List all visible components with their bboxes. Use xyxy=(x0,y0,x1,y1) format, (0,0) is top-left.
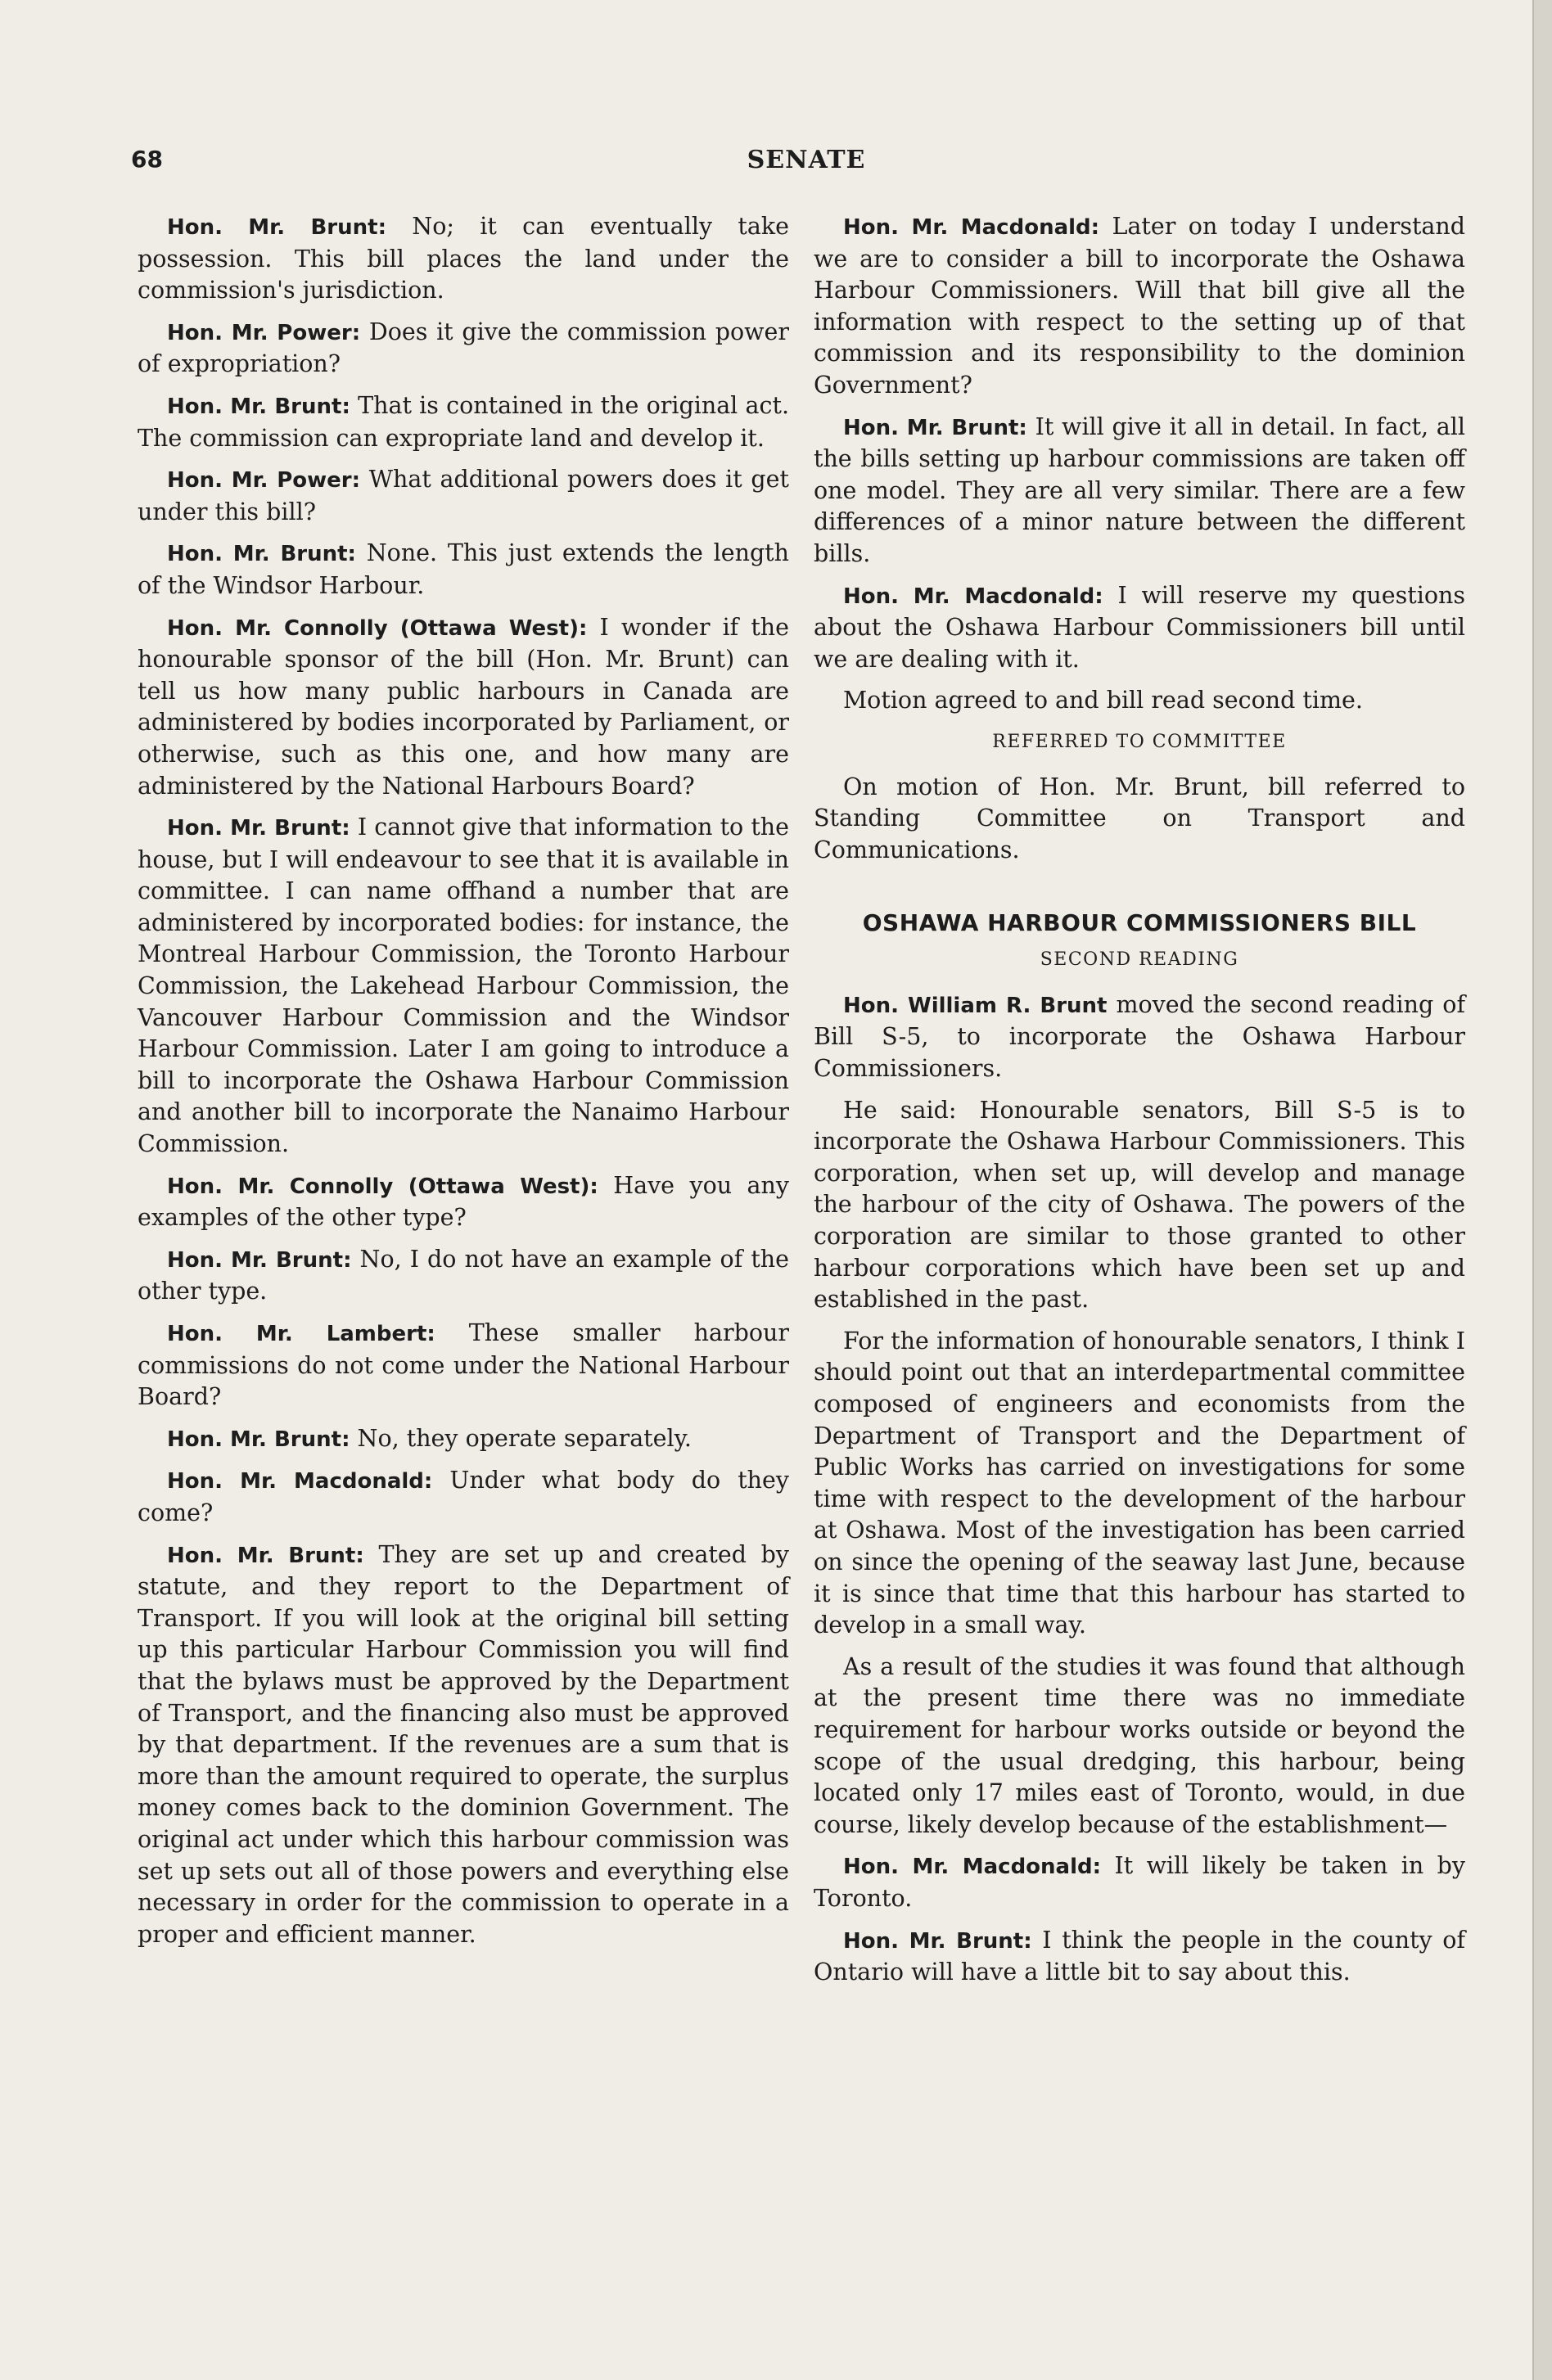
speech-text: I cannot give that information to the house, but I will endeavour to see that it is available in committee. I can name offhand a number that are administered by incorporated bodies: for instance, the Montreal Harbour Commission, the Toronto Harbour Commission, the Lakehead Harbour Commission, the Vancouver Harbour Commission and the Windsor Harbour Commission. Later I am going to introduce a bill to incorporate the Oshawa Harbour Commission and another bill to incorporate the Nanaimo Harbour Commission. xyxy=(138,814,790,1158)
speech-text: No; it can eventually take possession. This bill places the land under the commission's jurisdiction. xyxy=(138,213,789,304)
speech-text: Later on today I understand we are to consider a bill to incorporate the Oshawa Harbour Commissioners. Will that bill give all the information with respect to the setting up of that commission and its responsibility to the dominion Government? xyxy=(814,213,1465,399)
speaker-name: Hon. Mr. Connolly (Ottawa West): xyxy=(167,615,588,641)
paragraph xyxy=(814,1925,1465,1989)
paragraph xyxy=(138,1423,789,1456)
paragraph xyxy=(138,1465,789,1529)
paragraph xyxy=(138,464,789,528)
paragraph xyxy=(138,812,789,1161)
speech-text: It will likely be taken in by Toronto. xyxy=(814,1852,1466,1912)
speech-text: Under what body do they come? xyxy=(138,1467,790,1526)
paragraph xyxy=(138,1539,789,1951)
paragraph xyxy=(138,1244,789,1308)
speaker-name: Hon. Mr. Brunt: xyxy=(167,816,350,841)
paragraph xyxy=(138,211,789,307)
paragraph xyxy=(138,317,789,381)
speech-text: As a result of the studies it was found that although at the present time there was no immediate requirement for harbour works outside or beyond the scope of the usual dredging, this harbour, being located only 17 miles east of Toronto, would, in due course, likely develop because of the establishment— xyxy=(814,1652,1465,1838)
paragraph xyxy=(814,1652,1465,1841)
speech-text: moved the second reading of Bill S-5, to incorporate the Oshawa Harbour Commissioners. xyxy=(814,990,1465,1083)
speaker-name: Hon. Mr. Macdonald: xyxy=(843,584,1103,609)
speech-text: I will reserve my questions about the Oshawa Harbour Commissioners bill until we are dealing with it. xyxy=(814,581,1465,673)
paragraph xyxy=(138,538,789,602)
speech-text: What additional powers does it get under this bill? xyxy=(138,466,789,525)
running-head: SENATE xyxy=(747,146,866,174)
paragraph xyxy=(814,1095,1465,1316)
speech-text: He said: Honourable senators, Bill S-5 is to incorporate the Oshawa Harbour Commissioners. This corporation, when set up, will develop and manage the harbour of the city of Oshawa. The powers of the corporation are similar to those granted to other harbour corporations which have been set up and established in the past. xyxy=(814,1096,1465,1314)
speaker-name: Hon. William R. Brunt xyxy=(843,993,1108,1018)
speaker-name: Hon. Mr. Macdonald: xyxy=(167,1469,433,1494)
speech-text: Motion agreed to and bill read second time. xyxy=(843,687,1363,714)
speaker-name: Hon. Mr. Power: xyxy=(167,320,361,345)
speech-text: No, they operate separately. xyxy=(357,1424,692,1452)
paragraph xyxy=(814,685,1465,717)
speaker-name: Hon. Mr. Brunt: xyxy=(167,542,356,567)
left-column xyxy=(138,211,789,1960)
speech-text: Have you any examples of the other type? xyxy=(138,1171,789,1232)
speaker-name: Hon. Mr. Power: xyxy=(167,468,361,494)
speech-text: It will give it all in detail. In fact, all the bills setting up harbour commissions are taken off one model. They are all very similar. There are a few differences of a minor nature between the different bills. xyxy=(814,412,1466,567)
speech-text: I think the people in the county of Ontario will have a little bit to say about this. xyxy=(814,1926,1466,1986)
speaker-name: Hon. Mr. Brunt: xyxy=(843,1928,1032,1954)
speech-text: No, I do not have an example of the other type. xyxy=(138,1245,789,1305)
bill-heading: OSHAWA HARBOUR COMMISSIONERS BILL xyxy=(862,909,1417,937)
speaker-name: Hon. Mr. Macdonald: xyxy=(843,1855,1102,1880)
paragraph xyxy=(814,772,1465,867)
paragraph xyxy=(138,612,789,803)
speech-text: They are set up and created by statute, and they report to the Department of Transport. If you will look at the original bill setting up this particular Harbour Commission you will find that the bylaws must be approved by the Department of Transport, and the financing also must be approved by that department. If the revenues are a sum that is more than the amount required to operate, the surplus money comes back to the dominion Government. The original act under which this harbour commission was set up sets out all of those powers and everything else necessary in order for the commission to operate in a proper and efficient manner. xyxy=(138,1540,790,1948)
speaker-name: Hon. Mr. Brunt: xyxy=(167,1427,350,1452)
paragraph xyxy=(814,1850,1465,1914)
paragraph xyxy=(814,211,1465,402)
paragraph xyxy=(138,1318,789,1413)
reading-subheading: SECOND READING xyxy=(1040,949,1239,971)
speaker-name: Hon. Mr. Macdonald: xyxy=(843,215,1100,240)
paragraph xyxy=(138,390,789,454)
paragraph xyxy=(814,989,1465,1085)
speech-text: That is contained in the original act. The commission can expropriate land and develop it. xyxy=(138,391,790,452)
speaker-name: Hon. Mr. Brunt: xyxy=(167,1543,364,1568)
speaker-name: Hon. Mr. Brunt: xyxy=(167,215,386,240)
right-column xyxy=(814,211,1465,1999)
speech-text: None. This just extends the length of the Windsor Harbour. xyxy=(138,539,789,599)
speaker-name: Hon. Mr. Lambert: xyxy=(167,1322,435,1346)
speaker-name: Hon. Mr. Connolly (Ottawa West): xyxy=(167,1174,598,1199)
speaker-name: Hon. Mr. Brunt: xyxy=(167,394,350,419)
paragraph xyxy=(814,1326,1465,1642)
paragraph xyxy=(138,1170,789,1234)
paragraph xyxy=(814,412,1465,570)
page-edge xyxy=(1532,0,1552,2380)
section-subheading: REFERRED TO COMMITTEE xyxy=(992,731,1287,752)
speech-text: Does it give the commission power of expropriation? xyxy=(138,318,789,378)
speaker-name: Hon. Mr. Brunt: xyxy=(843,415,1027,440)
page-header xyxy=(131,146,1482,187)
speech-text: For the information of honourable senators, I think I should point out that an interdepartmental committee composed of engineers and economists from the Department of Transport and the Department of Public Works has carried on investigations for some time with respect to the development of the harbour at Oshawa. Most of the investigation has been carried on since the opening of the seaway last June, because it is since that time that this harbour has started to develop in a small way. xyxy=(814,1327,1465,1639)
paragraph xyxy=(814,580,1465,676)
page-number: 68 xyxy=(131,146,163,173)
speech-text: These smaller harbour commissions do not come under the National Harbour Board? xyxy=(138,1319,789,1411)
speaker-name: Hon. Mr. Brunt: xyxy=(167,1247,352,1273)
speech-text: I wonder if the honourable sponsor of the bill (Hon. Mr. Brunt) can tell us how many public harbours in Canada are administered by bodies incorporated by Parliament, or otherwise, such as this one, and how many are administered by the National Harbours Board? xyxy=(138,613,790,800)
speech-text: On motion of Hon. Mr. Brunt, bill referred to Standing Committee on Transport and Communications. xyxy=(814,773,1465,863)
